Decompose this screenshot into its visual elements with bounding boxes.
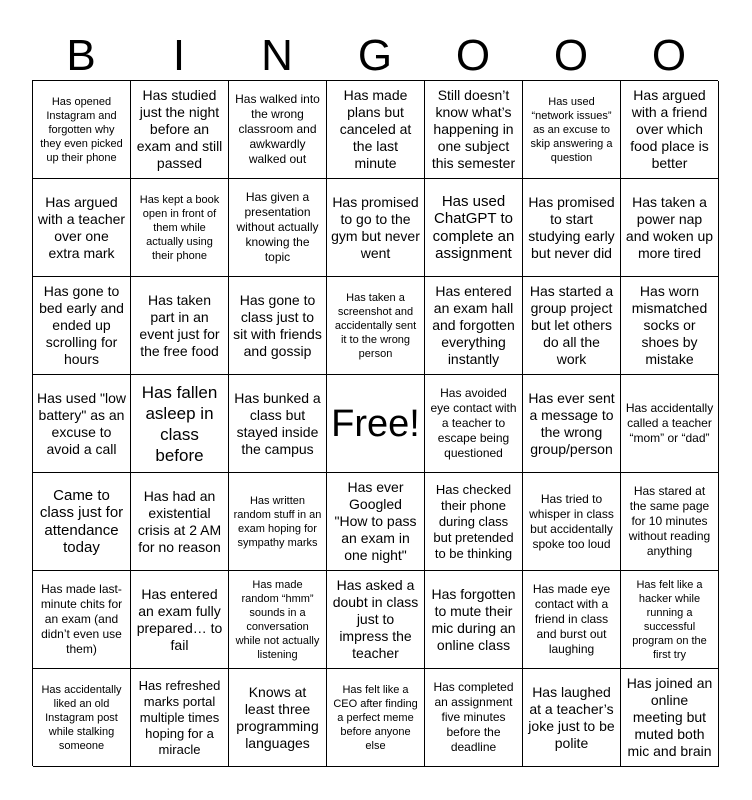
cell-text: Has made random “hmm” sounds in a conversation while not actually listening — [235, 578, 320, 661]
cell-text: Has walked into the wrong classroom and awkwardly walked out — [235, 92, 320, 166]
bingo-cell[interactable] — [131, 375, 229, 473]
cell-text: Has entered an exam fully prepared… to fail — [136, 585, 223, 653]
bingo-cell[interactable] — [33, 669, 131, 767]
cell-text: Has used “network issues” as an excuse to skip answering a question — [530, 95, 613, 164]
bingo-cell[interactable] — [327, 669, 425, 767]
cell-text: Has fallen asleep in class before — [141, 382, 218, 465]
cell-text: Has avoided eye contact with a teacher to escape being questioned — [430, 386, 517, 460]
bingo-cell[interactable] — [523, 375, 621, 473]
cell-text: Has argued with a friend over which food place is better — [630, 87, 709, 171]
cell-text: Has used ChatGPT to complete an assignment — [432, 192, 515, 262]
cell-text: Has taken a screenshot and accidentally sent it to the wrong person — [334, 291, 417, 360]
bingo-cell[interactable] — [229, 473, 327, 571]
cell-text: Has given a presentation without actually knowing the topic — [236, 190, 319, 264]
bingo-cell[interactable] — [33, 277, 131, 375]
cell-text: Has opened Instagram and forgotten why they even picked up their phone — [40, 95, 123, 164]
free-cell[interactable] — [327, 375, 425, 473]
bingo-cell[interactable] — [425, 179, 523, 277]
cell-text: Came to class just for attendance today — [39, 486, 124, 556]
cell-text: Has laughed at a teacher’s joke just to be polite — [528, 683, 615, 751]
cell-text: Has tried to whisper in class but accidentally spoke too loud — [529, 491, 614, 551]
cell-text: Has bunked a class but stayed inside the campus — [234, 389, 321, 457]
bingo-grid — [32, 80, 718, 766]
bingo-cell[interactable] — [131, 669, 229, 767]
bingo-cell[interactable] — [33, 81, 131, 179]
header-letter-b: B — [66, 31, 96, 80]
cell-text: Has felt like a hacker while running a successful program on the first try — [632, 578, 707, 661]
cell-text: Has kept a book open in front of them while actually using their phone — [139, 193, 220, 262]
bingo-cell[interactable] — [425, 669, 523, 767]
bingo-cell[interactable] — [621, 669, 719, 767]
bingo-cell[interactable] — [425, 277, 523, 375]
bingo-cell[interactable] — [131, 277, 229, 375]
cell-text: Has refreshed marks portal multiple times hoping for a miracle — [138, 677, 221, 757]
bingo-cell[interactable] — [33, 179, 131, 277]
bingo-cell[interactable] — [621, 375, 719, 473]
bingo-cell[interactable] — [33, 473, 131, 571]
cell-text: Has checked their phone during class but pretended to be thinking — [433, 481, 514, 561]
cell-text: Has worn mismatched socks or shoes by mistake — [631, 283, 708, 367]
bingo-cell[interactable] — [621, 277, 719, 375]
cell-text: Has promised to go to the gym but never went — [331, 193, 420, 261]
bingo-cell[interactable] — [621, 81, 719, 179]
header-letter-o-3: O — [651, 31, 687, 80]
header-letter-i: I — [172, 31, 186, 80]
bingo-cell[interactable] — [327, 571, 425, 669]
bingo-cell[interactable] — [131, 81, 229, 179]
bingo-cell[interactable] — [621, 571, 719, 669]
cell-text: Has asked a doubt in class just to impress the teacher — [332, 577, 419, 661]
cell-text: Has joined an online meeting but muted both mic and brain — [626, 675, 713, 759]
bingo-cell[interactable] — [229, 81, 327, 179]
bingo-cell[interactable] — [327, 179, 425, 277]
bingo-cell[interactable] — [131, 571, 229, 669]
bingo-cell[interactable] — [523, 81, 621, 179]
bingo-cell[interactable] — [327, 277, 425, 375]
header-letter-g: G — [357, 31, 393, 80]
cell-text: Has taken part in an event just for the free food — [139, 291, 220, 359]
bingo-cell[interactable] — [229, 571, 327, 669]
cell-text: Has had an existential crisis at 2 AM for no reason — [137, 487, 222, 555]
bingo-cell[interactable] — [229, 277, 327, 375]
bingo-cell[interactable] — [523, 473, 621, 571]
bingo-cell[interactable] — [425, 375, 523, 473]
cell-text: Has made eye contact with a friend in class and burst out laughing — [532, 582, 611, 656]
bingo-cell[interactable] — [621, 473, 719, 571]
cell-text: Has ever sent a message to the wrong group/person — [528, 389, 615, 457]
bingo-cell[interactable] — [327, 473, 425, 571]
cell-text: Has studied just the night before an exam and still passed — [136, 87, 223, 171]
cell-text: Still doesn’t know what’s happening in one subject this semester — [431, 87, 516, 171]
cell-text: Has argued with a teacher over one extra mark — [37, 193, 126, 261]
bingo-cell[interactable] — [425, 571, 523, 669]
cell-text: Has taken a power nap and woken up more tired — [625, 193, 714, 261]
cell-text: Has made plans but canceled at the last minute — [339, 87, 412, 171]
free-text: Free! — [331, 402, 420, 445]
header-letter-o-2: O — [553, 31, 589, 80]
cell-text: Has gone to class just to sit with friends and gossip — [233, 291, 322, 359]
cell-text: Has promised to start studying early but never did — [528, 193, 615, 261]
cell-text: Has completed an assignment five minutes before the deadline — [433, 680, 514, 754]
cell-text: Has forgotten to mute their mic during an online class — [431, 585, 516, 653]
bingo-cell[interactable] — [229, 669, 327, 767]
bingo-cell[interactable] — [33, 375, 131, 473]
bingo-cell[interactable] — [621, 179, 719, 277]
cell-text: Has accidentally called a teacher “mom” or “dad” — [625, 401, 714, 445]
bingo-cell[interactable] — [523, 179, 621, 277]
bingo-cell[interactable] — [523, 669, 621, 767]
cell-text: Has made last-minute chits for an exam (and didn’t even use them) — [40, 582, 123, 656]
cell-text: Has felt like a CEO after finding a perfect meme before anyone else — [333, 683, 418, 752]
cell-text: Has stared at the same page for 10 minutes without reading anything — [628, 484, 711, 558]
cell-text: Has written random stuff in an exam hoping for sympathy marks — [233, 494, 322, 549]
bingo-cell[interactable] — [229, 375, 327, 473]
cell-text: Has ever Googled "How to pass an exam in one night" — [334, 479, 417, 563]
bingo-cell[interactable] — [33, 571, 131, 669]
header-letter-n: N — [261, 31, 293, 80]
cell-text: Has started a group project but let others do all the work — [529, 283, 614, 367]
cell-text: Has used "low battery" as an excuse to avoid a call — [37, 389, 127, 457]
cell-text: Has accidentally liked an old Instagram post while stalking someone — [41, 683, 122, 752]
bingo-cell[interactable] — [523, 277, 621, 375]
bingo-cell[interactable] — [425, 81, 523, 179]
bingo-header — [32, 28, 718, 84]
bingo-cell[interactable] — [327, 81, 425, 179]
bingo-cell[interactable] — [131, 473, 229, 571]
cell-text: Has gone to bed early and ended up scrolling for hours — [39, 283, 124, 367]
cell-text: Knows at least three programming languages — [236, 683, 319, 751]
bingo-cell[interactable] — [523, 571, 621, 669]
bingo-cell[interactable] — [229, 179, 327, 277]
bingo-cell[interactable] — [425, 473, 523, 571]
cell-text: Has entered an exam hall and forgotten everything instantly — [432, 283, 515, 367]
header-letter-o-1: O — [455, 31, 491, 80]
bingo-cell[interactable] — [131, 179, 229, 277]
